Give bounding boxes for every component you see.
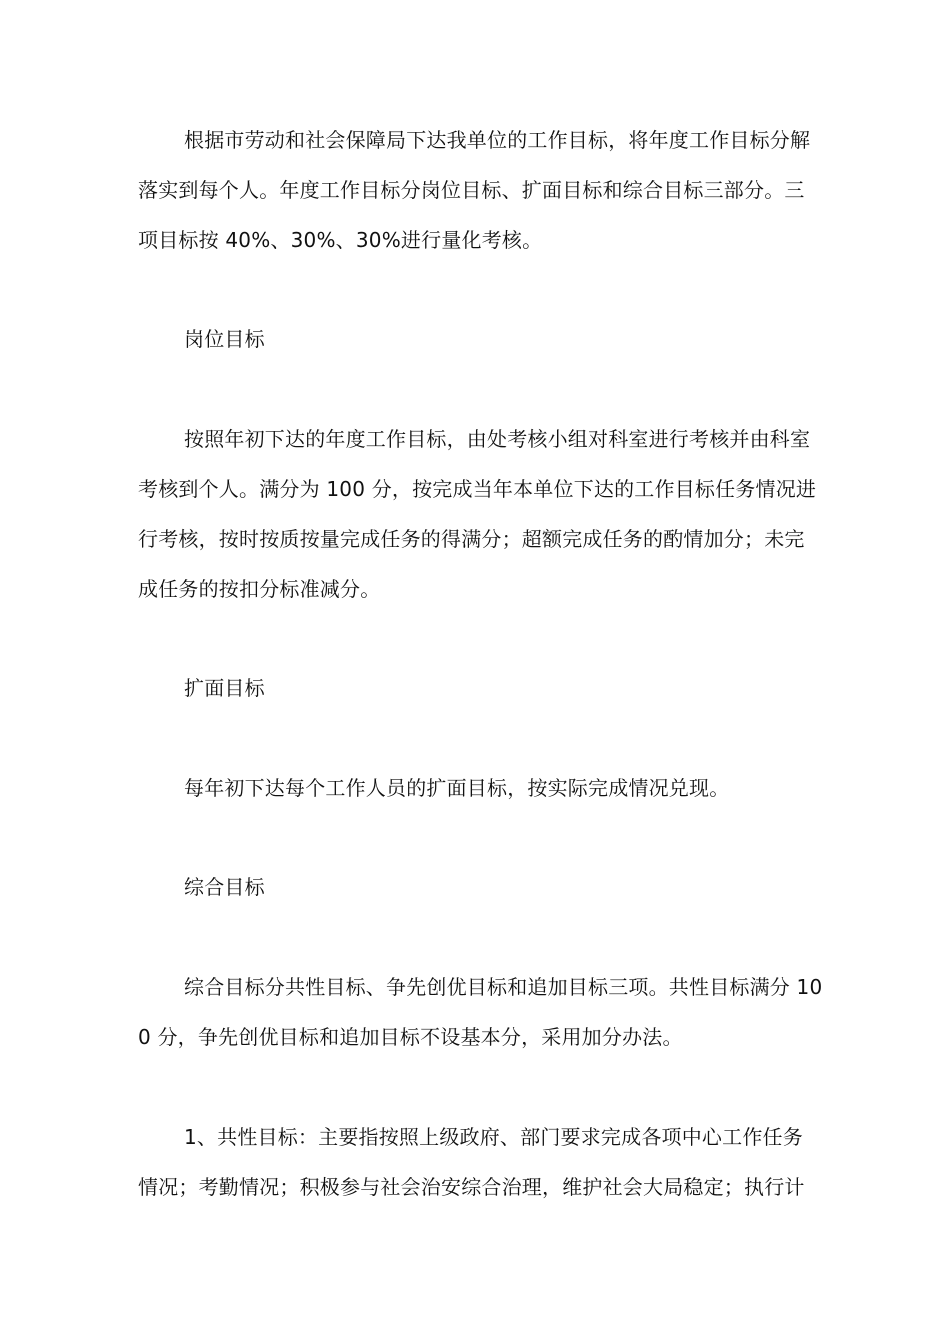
heading-comprehensive-target: 综合目标 <box>184 875 265 899</box>
comprehensive-text-line-2: 0 分，争先创优目标和追加目标不设基本分，采用加分办法。 <box>138 1025 683 1049</box>
item1-text-line-1: 1、共性目标：主要指按照上级政府、部门要求完成各项中心工作任务 <box>184 1125 803 1149</box>
expand-text-line-1: 每年初下达每个工作人员的扩面目标，按实际完成情况兑现。 <box>184 776 730 800</box>
post-text-line-3: 行考核，按时按质按量完成任务的得满分；超额完成任务的酌情加分；未完 <box>138 527 805 551</box>
post-text-line-1: 按照年初下达的年度工作目标，由处考核小组对科室进行考核并由科室 <box>184 427 811 451</box>
comprehensive-text-line-1: 综合目标分共性目标、争先创优目标和追加目标三项。共性目标满分 10 <box>184 975 823 999</box>
intro-line-1: 根据市劳动和社会保障局下达我单位的工作目标，将年度工作目标分解 <box>184 128 811 152</box>
intro-line-3: 项目标按 40%、30%、30%进行量化考核。 <box>138 228 543 252</box>
post-text-line-4: 成任务的按扣分标准减分。 <box>138 577 381 601</box>
heading-expand-target: 扩面目标 <box>184 676 265 700</box>
post-text-line-2: 考核到个人。满分为 100 分，按完成当年本单位下达的工作目标任务情况进 <box>138 477 817 501</box>
heading-post-target: 岗位目标 <box>184 327 265 351</box>
item1-text-line-2: 情况；考勤情况；积极参与社会治安综合治理，维护社会大局稳定；执行计 <box>138 1175 805 1199</box>
intro-line-2: 落实到每个人。年度工作目标分岗位目标、扩面目标和综合目标三部分。三 <box>138 178 805 202</box>
